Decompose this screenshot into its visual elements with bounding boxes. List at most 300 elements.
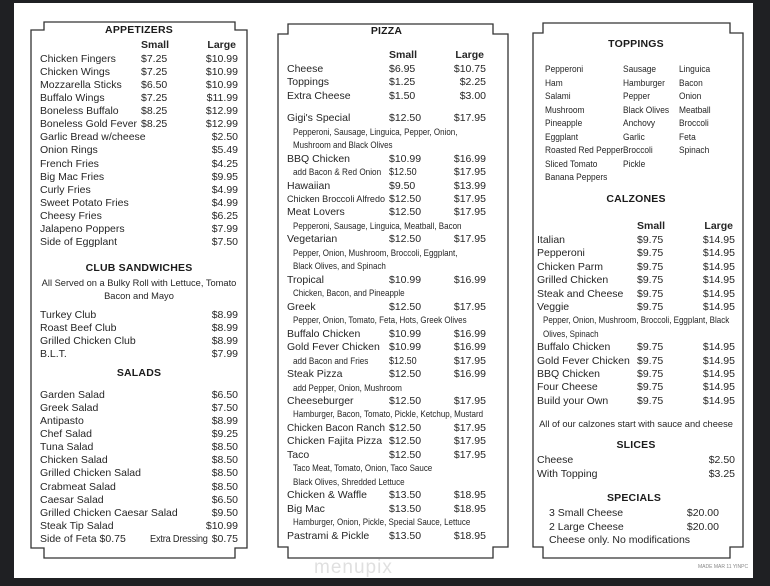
small-price: $9.75 [637,300,664,313]
description-text: Pepperoni, Sausage, Linguica, Pepper, Onion, [293,126,458,137]
small-price: $12.50 [389,166,417,179]
large-price: $14.95 [702,381,735,394]
menu-item [287,166,486,179]
item-name: Cheeseburger [287,395,354,408]
small-price: $9.75 [637,274,664,287]
pizza-base-list [287,63,486,103]
large-price: $10.99 [205,519,238,532]
large-price: $17.95 [453,192,486,205]
salad-extras-row [40,533,238,546]
specials-section [549,489,719,548]
large-price: $16.99 [453,341,486,354]
menu-item [40,520,238,533]
description-text: Pepperoni, Sausage, Linguica, Meatball, Bacon [293,220,462,231]
large-price: $4.99 [211,183,238,196]
large-price: $10.99 [205,53,238,65]
item-name: Grilled Chicken Club [40,335,136,347]
description-text: Pepper, Onion, Mushroom, Broccoli, Eggplant, Black [543,315,730,326]
small-price: $12.50 [389,233,422,246]
menu-page [14,3,753,578]
item-name: Onion Rings [40,144,98,157]
item-description [287,516,486,529]
menu-item [287,76,486,89]
item-name: Chicken Fingers [40,53,116,65]
large-price: $14.95 [702,367,735,380]
menu-item [537,368,735,381]
menu-item [40,131,238,144]
menu-item [287,503,486,516]
large-price: $17.95 [453,206,486,219]
description-text: Pepper, Onion, Tomato, Feta, Hots, Greek Olives [293,315,467,326]
small-price: $12.50 [389,192,422,205]
item-name: Tropical [287,273,324,286]
large-price: $4.25 [211,157,238,170]
item-name: Buffalo Chicken [537,341,611,354]
item-name: Side of Eggplant [40,235,118,248]
description-text: Chicken, Bacon, and Pineapple [293,288,405,299]
large-price: $3.25 [708,467,735,480]
size-header [537,220,735,234]
large-price: $7.99 [211,348,238,360]
description-text: Olives, Spinach [543,328,599,339]
small-price: $9.50 [389,179,416,192]
menu-item [40,197,238,210]
small-price: $8.25 [141,118,168,131]
large-price: $8.99 [211,415,238,428]
large-price: $14.95 [702,354,735,367]
large-price: $14.95 [702,394,735,407]
large-price: $10.99 [205,66,238,79]
large-price: $14.95 [702,287,735,300]
small-price: $9.75 [637,341,664,354]
item-name: Taco [287,448,310,461]
small-price: $10.99 [389,341,422,354]
topping-item: Mushroom [545,104,585,115]
item-name: Grilled Chicken Salad [40,467,141,480]
item-name: Gold Fever Chicken [287,341,380,354]
item-name: Gigi's Special [287,112,351,125]
large-price: $14.95 [702,247,735,260]
small-price: $12.50 [389,421,422,434]
item-name: Chicken Parm [537,260,603,273]
item-description [287,314,486,327]
large-price: $6.25 [211,209,238,222]
menu-item [40,236,238,249]
menu-item [287,355,486,368]
menu-item [287,63,486,76]
menu-item [287,449,486,462]
small-price: $12.50 [389,448,422,461]
large-price: $12.99 [205,118,238,131]
small-price: $13.50 [389,489,422,502]
item-name: Steak and Cheese [537,287,624,300]
large-price: $7.50 [211,402,238,415]
menu-item [40,171,238,184]
small-price: $1.25 [389,76,416,89]
menu-item [287,112,486,125]
item-name: French Fries [40,157,99,170]
topping-item: Pepper [623,91,650,101]
small-price: $9.75 [637,234,664,246]
item-name: Build your Own [537,394,609,407]
description-text: Mushroom and Black Olives [293,140,393,151]
menu-item [40,53,238,66]
large-price: $14.95 [702,341,735,354]
topping-item: Anchovy [623,118,656,128]
section-title: CALZONES [606,193,666,205]
small-price: $7.25 [141,66,168,79]
size-header [287,49,486,63]
large-price: $14.95 [702,234,735,246]
large-price: $20.00 [686,520,719,533]
small-label: Small [389,49,418,61]
item-name: Grilled Chicken Caesar Salad [40,506,178,519]
menu-item [40,92,238,105]
menu-item [40,402,238,415]
large-price: $8.99 [211,335,238,347]
large-price: $11.99 [206,92,238,105]
small-price: $12.50 [389,354,417,367]
large-price: $16.99 [453,327,486,340]
large-price: $10.75 [453,63,486,75]
small-price: $9.75 [637,287,664,300]
large-price: $14.95 [702,300,735,313]
menu-item [537,341,735,354]
item-description [287,220,486,233]
small-price: $13.50 [389,529,422,542]
large-price: $20.00 [686,507,719,519]
item-name: Pepperoni [537,247,585,260]
large-price: $17.95 [453,300,486,313]
menu-item [537,288,735,301]
section-title: APPETIZERS [105,24,173,36]
item-description [287,260,486,273]
item-name: add Bacon & Red Onion [293,167,382,179]
description-text: Hamburger, Bacon, Tomato, Pickle, Ketchup, Mustard [293,409,484,420]
item-name: Pastrami & Pickle [287,529,370,542]
menu-item [537,468,735,482]
topping-item: Roasted Red Pepper [545,145,624,155]
topping-item: Pepperoni [545,64,584,74]
item-description [537,328,735,341]
watermark: menupix [314,557,393,578]
large-price: $17.95 [453,233,486,246]
large-price: $2.25 [459,76,486,89]
section-title: PIZZA [370,25,403,37]
menu-item [287,90,486,103]
item-name: Chef Salad [40,428,92,441]
small-price: $8.25 [141,105,168,118]
small-price: $7.25 [141,53,168,65]
item-name: BBQ Chicken [537,367,601,380]
dressing-extra: Extra Dressing [150,533,208,545]
slice-list [537,454,735,481]
large-price: $16.99 [453,368,486,381]
small-price: $6.95 [389,63,416,75]
menu-item [287,233,486,246]
item-name: Veggie [537,300,570,313]
item-description [287,476,486,489]
item-name: Garden Salad [40,389,105,401]
menu-item [537,381,735,394]
description-text: Taco Meat, Tomato, Onion, Taco Sauce [293,463,433,474]
menu-item [537,301,735,314]
appetizers-section [40,21,238,249]
large-price: $7.99 [211,222,238,235]
large-price: $3.00 [459,89,486,102]
salad-list [40,389,238,533]
topping-item: Linguica [679,64,711,74]
menu-item [287,153,486,166]
menu-item [40,454,238,467]
menu-item [537,454,735,468]
item-name: Italian [537,234,566,246]
dressing-price: $0.75 [211,532,238,545]
menu-item [40,428,238,441]
topping-item: Hamburger [623,77,665,88]
item-name: Curly Fries [40,183,91,196]
menu-item [287,180,486,193]
pizza-section [287,22,486,543]
menu-item [537,274,735,287]
item-name: Grilled Chicken [537,274,609,287]
item-description [537,314,735,327]
item-name: Big Mac Fries [40,170,105,183]
calzone-list [537,234,735,408]
large-price: $17.95 [453,448,486,461]
item-name: Boneless Gold Fever [40,118,137,131]
item-name: Steak Tip Salad [40,519,114,532]
large-price: $8.50 [211,467,238,480]
large-price: $9.25 [211,428,238,441]
large-price: $8.99 [211,309,238,321]
large-price: $17.95 [453,166,486,179]
small-price: $9.75 [637,367,664,380]
item-name: With Topping [537,467,598,480]
menu-item [40,66,238,79]
description-text: Black Olives, and Spinach [293,261,386,272]
item-description [287,139,486,152]
menu-item [549,507,719,521]
topping-item: Salami [545,91,571,101]
topping-item: Garlic [623,131,645,142]
large-price: $17.95 [453,395,486,408]
large-label: Large [455,49,484,61]
item-name: Extra Cheese [287,89,351,102]
item-description [287,287,486,300]
small-price: $10.99 [389,327,422,340]
item-name: Cheese [537,454,574,466]
description-text: Pepper, Onion, Mushroom, Broccoli, Eggplant, [293,247,458,258]
menu-item [537,261,735,274]
topping-item: Pickle [623,158,646,169]
topping-item: Pineapple [545,118,583,128]
topping-item: Ham [545,77,563,88]
toppings-section [537,35,735,53]
topping-item: Spinach [679,145,710,155]
menu-item [537,355,735,368]
small-price: $6.50 [141,79,168,92]
menu-item [40,467,238,480]
item-name: BBQ Chicken [287,152,351,165]
menu-item [287,206,486,219]
item-description [287,408,486,421]
small-price: $1.50 [389,89,416,102]
description-text: Black Olives, Shredded Lettuce [293,476,405,487]
item-name: Chicken Broccoli Alfredo [287,193,385,205]
small-price: $10.99 [389,152,422,165]
item-name: Tuna Salad [40,441,94,454]
club-note: All Served on a Bulky Roll with Lettuce, Tomato [41,278,237,288]
menu-item [287,489,486,502]
menu-item [287,530,486,543]
large-price: $17.95 [453,354,486,367]
menu-item [40,389,238,402]
appetizer-list [40,53,238,249]
item-name: Hawaiian [287,179,331,192]
item-name: Chicken Salad [40,454,108,467]
item-name: Big Mac [287,502,325,515]
menu-item [537,247,735,260]
small-price: $12.50 [389,395,422,408]
small-price: $9.75 [637,260,664,273]
topping-item: Banana Peppers [545,172,608,182]
menu-item [40,322,238,335]
large-price: $5.49 [211,144,238,157]
small-price: $12.50 [389,435,422,448]
item-name: Jalapeno Poppers [40,222,125,235]
menu-item [40,309,238,322]
menu-item [287,422,486,435]
item-name: Gold Fever Chicken [537,354,630,367]
item-name: Mozzarella Sticks [40,79,122,92]
item-name: Greek [287,300,316,313]
section-title: SPECIALS [606,492,662,504]
large-price: $2.50 [211,131,238,144]
menu-item [40,507,238,520]
large-price: $9.50 [211,506,238,519]
large-label: Large [207,39,236,51]
topping-item: Sausage [623,64,657,74]
menu-item [549,521,719,535]
topping-item: Bacon [679,77,703,88]
large-price: $18.95 [453,502,486,515]
small-price: $13.50 [389,502,422,515]
footer-stamp: MADE MAR 11 YINPC [698,564,749,570]
menu-item [40,105,238,118]
item-name: Buffalo Chicken [287,327,361,340]
menu-item [40,223,238,236]
large-price: $14.95 [702,274,735,287]
item-name: Chicken Bacon Ranch [287,421,385,434]
item-name: Chicken Wings [40,66,111,79]
menu-item [537,234,735,247]
small-price: $7.25 [141,92,168,105]
small-price: $10.99 [389,273,422,286]
item-name: Meat Lovers [287,206,345,219]
slices-section [537,436,735,481]
menu-item [287,341,486,354]
item-name: Chicken & Waffle [287,489,367,502]
topping-item: Black Olives [623,104,670,115]
large-price: $8.50 [211,480,238,493]
item-name: Four Cheese [537,381,598,394]
topping-item: Broccoli [679,118,709,128]
item-description [287,382,486,395]
menu-item [537,395,735,408]
description-text: Hamburger, Onion, Pickle, Special Sauce, Lettuce [293,517,471,528]
small-price: $9.75 [637,381,664,394]
calzones-section [537,190,735,431]
large-price: $17.95 [453,421,486,434]
large-price: $10.99 [205,79,238,92]
menu-item [287,368,486,381]
pizza-list [287,112,486,543]
topping-item: Broccoli [623,145,653,155]
small-price: $9.75 [637,394,664,407]
club-list [40,309,238,361]
large-price: $16.99 [453,152,486,165]
item-name: Turkey Club [40,309,97,321]
topping-item: Onion [679,91,702,101]
large-price: $8.50 [211,454,238,467]
small-price: $12.50 [389,368,422,381]
section-title: SLICES [616,439,656,451]
small-label: Small [637,220,666,232]
section-title: CLUB SANDWICHES [85,262,193,274]
item-name: Vegetarian [287,233,338,246]
large-price: $6.50 [211,389,238,401]
menu-item [40,144,238,157]
large-price: $6.50 [211,493,238,506]
item-name: Caesar Salad [40,493,104,506]
large-price: $18.95 [453,529,486,542]
menu-item [40,118,238,131]
menu-item [40,210,238,223]
topping-item: Meatball [679,104,711,115]
item-name: Crabmeat Salad [40,480,116,493]
item-name: 2 Large Cheese [549,520,624,533]
item-name: B.L.T. [40,348,67,360]
menu-item [287,328,486,341]
size-header [40,39,238,53]
large-price: $8.99 [211,322,238,334]
menu-item [287,193,486,206]
menu-item [287,301,486,314]
item-name: Cheesy Fries [40,209,102,222]
menu-item [40,335,238,348]
large-price: $18.95 [453,489,486,502]
item-name: Garlic Bread w/cheese [40,131,146,144]
menu-item [287,395,486,408]
salads-section [40,364,238,546]
large-price: $14.95 [702,260,735,273]
menu-item [287,274,486,287]
small-price: $12.50 [389,112,422,125]
large-price: $13.99 [453,179,486,192]
specials-note: Cheese only. No modifications [549,534,691,546]
section-title: TOPPINGS [608,38,664,50]
feta-extra: Side of Feta $0.75 [40,532,126,545]
club-sandwiches-section [40,259,238,361]
menu-item [40,494,238,507]
large-price: $17.95 [453,112,486,125]
item-name: add Bacon and Fries [293,355,369,367]
small-price: $9.75 [637,354,664,367]
item-name: Greek Salad [40,402,99,415]
calzone-note: All of our calzones start with sauce and cheese [539,419,733,430]
item-description [287,462,486,475]
